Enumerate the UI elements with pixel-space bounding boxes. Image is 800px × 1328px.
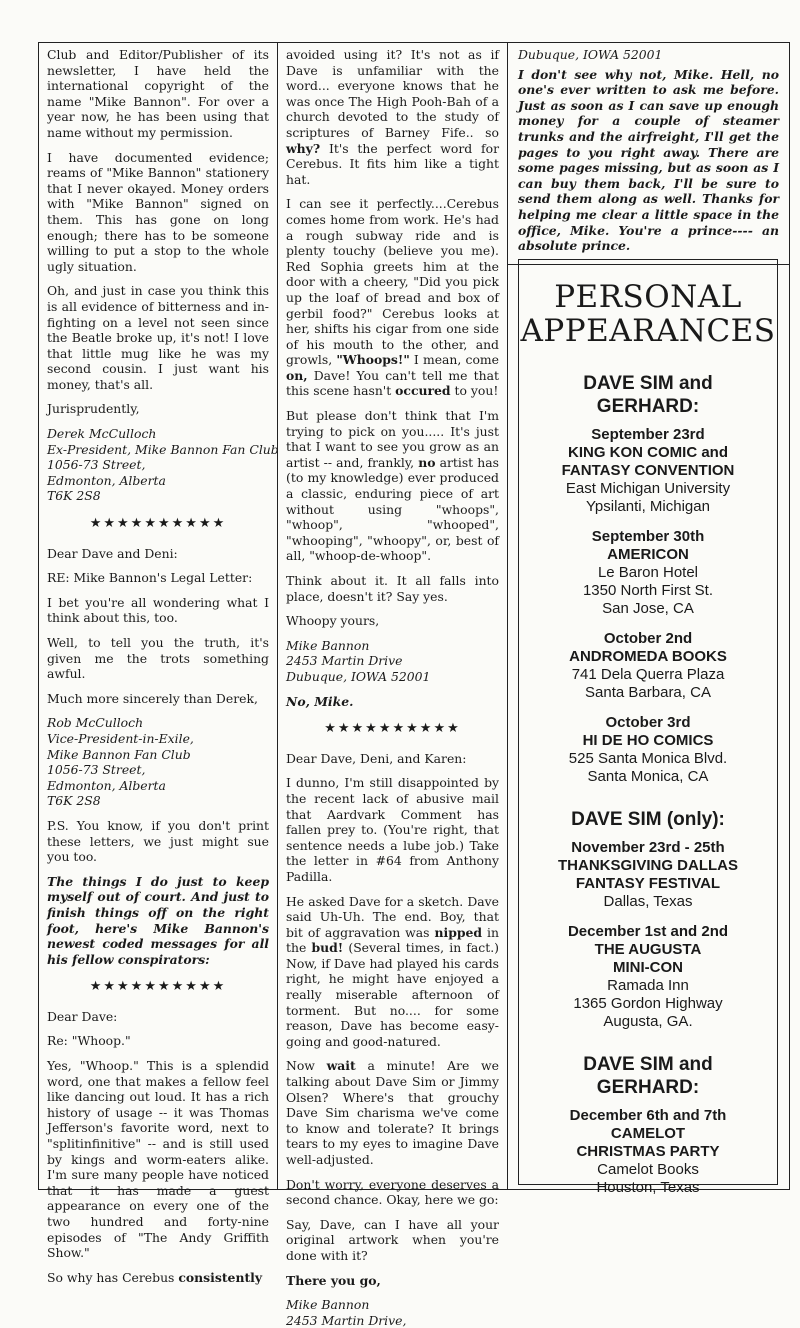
- signature-line: Ex-President, Mike Bannon Fan Club: [47, 441, 279, 457]
- letter-paragraph: Oh, and just in case you think this is all evidence of bitterness and in-fighting on a level not seen since the Beatle broke up, it's not! I love that little mug like he was my second cousin. I just want his money, that's all.: [47, 283, 269, 392]
- text-run: It's the perfect word for Cerebus. It fits him like a tight hat.: [286, 140, 499, 187]
- text-run: avoided using it? It's not as if Dave is unfamiliar with the word... everyone knows that he was once The High Pooh-Bah of a church devoted to the study of scriptures of Barney Fife.. so: [286, 47, 499, 140]
- signature-line: Derek McCulloch: [47, 426, 157, 442]
- signature-rob: [47, 715, 269, 809]
- event-location: Ypsilanti, Michigan: [586, 498, 710, 515]
- event-date: September 23rd: [591, 426, 705, 443]
- letter-paragraph: [47, 1270, 269, 1286]
- letter-paragraph: Well, to tell you the truth, it's given me the trots something awful.: [47, 635, 269, 682]
- letters-page: [38, 42, 790, 1328]
- bold-text-run: There you go,: [286, 1272, 381, 1288]
- event-location: Dallas, Texas: [603, 893, 693, 910]
- heading-line: DAVE SIM and: [583, 373, 713, 394]
- bold-text-run: consistently: [178, 1269, 263, 1285]
- appearances-title: [519, 280, 777, 348]
- letter-re-line: RE: Mike Bannon's Legal Letter:: [47, 570, 253, 586]
- event-name: HI DE HO COMICS: [582, 732, 714, 749]
- letter-re-line: Re: "Whoop.": [47, 1033, 131, 1049]
- letter-paragraph: Say, Dave, can I have all your original artwork when you're done with it?: [286, 1216, 499, 1263]
- letter-paragraph: [286, 47, 499, 187]
- heading-line: DAVE SIM and: [583, 1054, 713, 1075]
- event-address: 525 Santa Monica Blvd.: [568, 750, 728, 767]
- event-name: CAMELOT: [610, 1125, 686, 1142]
- event-date: November 23rd - 25th: [571, 839, 725, 856]
- letter-paragraph: Yes, "Whoop." This is a splendid word, one that makes a fellow feel like dancing out loud. It has a rich history of usage -- it was Thomas Jefferson's favorite word, next to "splitinfinitive" -- and is still used by kings and worm-eaters alike. I'm sure many people have noticed that it has made a guest appearance on every one of the two hundred and forty-nine episodes of "The Andy Griffith Show.": [47, 1058, 269, 1261]
- event-name: MINI-CON: [613, 959, 683, 976]
- letter-paragraph: [286, 408, 499, 564]
- text-run: to you!: [450, 383, 499, 399]
- event-name: FANTASY FESTIVAL: [575, 875, 721, 892]
- star-divider: ★★★★★★★★★★: [89, 979, 227, 995]
- appearance-event: [519, 630, 777, 702]
- letter-paragraph: Think about it. It all falls into place, doesn't it? Say yes.: [286, 573, 499, 604]
- text-run: But please don't think that I'm trying to pick on you..... It's just that I want to see you grow as an artist -- and, frankly,: [286, 408, 499, 470]
- signature-line: T6K 2S8: [47, 488, 101, 504]
- letter-closing: Jurisprudently,: [47, 401, 140, 417]
- event-address: 1350 North First St.: [582, 582, 714, 599]
- event-venue: Camelot Books: [597, 1161, 699, 1178]
- event-name: CHRISTMAS PARTY: [576, 1143, 720, 1160]
- appearance-event: [519, 528, 777, 618]
- signature-line: Edmonton, Alberta: [47, 777, 166, 793]
- signature-line: Vice-President-in-Exile,: [47, 730, 194, 746]
- heading-line: GERHARD:: [596, 1077, 700, 1098]
- appearance-event: [519, 714, 777, 786]
- event-date: October 2nd: [603, 630, 693, 647]
- event-name: THANKSGIVING DALLAS: [558, 857, 738, 874]
- text-run: artist has (to my knowledge) ever produced a classic, enduring piece of art without using "whoops", "whoop", "whooped", "whooping", "whoopy", or, best of all, "whoop-de-whoop".: [286, 454, 499, 564]
- signature-mike: [286, 638, 499, 685]
- event-name: ANDROMEDA BOOKS: [569, 648, 727, 665]
- letters-column-3: [508, 42, 790, 1196]
- star-divider: ★★★★★★★★★★: [89, 516, 227, 532]
- letter-salutation: Dear Dave, Deni, and Karen:: [286, 750, 467, 766]
- signature-line: Dubuque, IOWA 52001: [518, 47, 663, 62]
- bold-text-run: occured: [395, 383, 451, 399]
- star-divider: ★★★★★★★★★★: [324, 721, 461, 737]
- editorial-reply: The things I do just to keep myself out of court. And just to finish things off on the right foot, here's Mike Bannon's newest coded messages for all his fellow conspirators:: [47, 873, 269, 967]
- appearance-group-heading: [519, 1053, 777, 1099]
- letter-salutation: Dear Dave and Deni:: [47, 545, 178, 561]
- letter-closing: Whoopy yours,: [286, 613, 380, 629]
- bold-text-run: why?: [286, 140, 321, 156]
- signature-line: Mike Bannon: [286, 637, 370, 653]
- event-venue: Ramada Inn: [607, 977, 689, 994]
- appearance-event: [519, 923, 777, 1031]
- title-line: PERSONAL: [554, 279, 742, 315]
- signature-line: Edmonton, Alberta: [47, 472, 166, 488]
- event-name: KING KON COMIC and: [568, 444, 728, 461]
- letter-postscript: P.S. You know, if you don't print these letters, we just might sue you too.: [47, 817, 269, 865]
- event-date: October 3rd: [605, 714, 691, 731]
- appearance-group-heading: [519, 372, 777, 418]
- event-date: September 30th: [591, 528, 705, 545]
- signature-line: T6K 2S8: [47, 793, 101, 809]
- signature-line: 2453 Martin Drive: [286, 653, 403, 669]
- event-address: 1365 Gordon Highway: [573, 995, 723, 1012]
- letter-paragraph: I bet you're all wondering what I think about this, too.: [47, 594, 269, 626]
- signature-line: Mike Bannon: [286, 1297, 370, 1313]
- editorial-reply: I don't see why not, Mike. Hell, no one's ever written to ask me before. Just as soon as I can save up enough money for a couple of steamer trunks and the airfreight, I'll get the pages to you right away. There are some pages missing, but as soon as I can buy them back, I'll be sure to send them along as well. Thanks for helping me clear a little space in the office, Mike. You're a prince---- an absolute prince.: [518, 66, 779, 254]
- text-run: a minute! Are we talking about Dave Sim or Jimmy Olsen? Where's that grouchy Dave Sim charisma we've come to know and tolerate? It brings tears to my eyes to imagine Dave well-adjusted.: [286, 1058, 499, 1167]
- heading-line: GERHARD:: [596, 396, 700, 417]
- event-venue: East Michigan University: [565, 480, 731, 497]
- event-location: Santa Monica, CA: [587, 768, 709, 785]
- bold-text-run: no: [418, 454, 436, 470]
- signature-line: 1056-73 Street,: [47, 762, 146, 778]
- appearance-group-heading: [519, 808, 777, 831]
- letter-paragraph: [286, 894, 499, 1050]
- event-name: THE AUGUSTA: [594, 941, 702, 958]
- text-run: So why has Cerebus: [47, 1269, 179, 1285]
- event-date: December 1st and 2nd: [567, 923, 729, 940]
- appearance-event: [519, 1107, 777, 1197]
- signature-mike-2: [286, 1297, 499, 1328]
- event-location: Houston, Texas: [596, 1179, 700, 1196]
- text-run: Dave! You can't tell me that this scene hasn't: [286, 367, 499, 399]
- bold-text-run: bud!: [311, 940, 344, 956]
- text-run: in the: [286, 924, 499, 956]
- text-run: (Several times, in fact.) Now, if Dave had played his cards right, he might have enjoyed a really miserable afternoon of torment. But no.... for some reason, Dave has become easy-going and good-natured.: [286, 940, 499, 1049]
- event-location: Augusta, GA.: [603, 1013, 693, 1030]
- event-location: Santa Barbara, CA: [585, 684, 711, 701]
- signature-derek: [47, 426, 279, 504]
- letters-column-1: [38, 42, 279, 1285]
- signature-line: 2453 Martin Drive,: [286, 1312, 407, 1328]
- letter-paragraph: Club and Editor/Publisher of its newsletter, I have held the international copyright of the name "Mike Bannon". For over a year now, he has been using that name without my permission.: [47, 47, 269, 140]
- personal-appearances-box: [518, 259, 778, 1196]
- letter-paragraph: I dunno, I'm still disappointed by the recent lack of abusive mail that Aardvark Comment has fallen prey to. (You're right, that sentence needs a lube job.) Take the letter in #64 from Anthony Padilla.: [286, 775, 499, 884]
- title-line: APPEARANCES: [520, 313, 776, 349]
- signature-line: Dubuque, IOWA 52001: [286, 668, 431, 684]
- text-run: Now: [286, 1058, 327, 1074]
- signature-line: Rob McCulloch: [47, 715, 144, 731]
- bold-text-run: on,: [286, 367, 308, 383]
- signature-line: 1056-73 Street,: [47, 457, 146, 473]
- text-run: I mean, come: [409, 352, 499, 368]
- event-location: San Jose, CA: [602, 600, 694, 617]
- editorial-reply: No, Mike.: [286, 693, 354, 709]
- bold-text-run: "Whoops!": [336, 352, 410, 368]
- letter-paragraph: [286, 1058, 499, 1167]
- appearance-event: [519, 839, 777, 911]
- letter-paragraph: [286, 196, 499, 399]
- letter-salutation: Dear Dave:: [47, 1008, 118, 1024]
- text-run: I can see it perfectly....Cerebus comes home from work. He's had a rough subway ride and is plenty touchy (believe you me). Red Sophia greets him at the door with a cheery, "Did you pick up the loaf of bread and box of gerbil food?" Cerebus looks at her, shifts his cigar from one side of his mouth to the other, and growls,: [286, 196, 499, 368]
- bold-text-run: nipped: [434, 924, 483, 940]
- appearance-event: [519, 426, 777, 516]
- letter-closing: [286, 1273, 499, 1289]
- letters-column-2: [278, 42, 508, 1328]
- signature-line: Mike Bannon Fan Club: [47, 746, 191, 762]
- event-name: FANTASY CONVENTION: [561, 462, 735, 479]
- event-name: AMERICON: [607, 546, 689, 563]
- event-date: December 6th and 7th: [569, 1107, 727, 1124]
- heading-line: DAVE SIM (only):: [571, 809, 725, 830]
- reply-box: [508, 43, 789, 265]
- letter-paragraph: Don't worry, everyone deserves a second chance. Okay, here we go:: [286, 1176, 499, 1208]
- event-address: 741 Dela Querra Plaza: [571, 666, 725, 683]
- letter-paragraph: I have documented evidence; reams of "Mike Bannon" stationery that I never okayed. Money orders with "Mike Bannon" signed on them. This has gone on long enough; there has to be someone willing to put a stop to the whole ugly situation.: [47, 149, 269, 274]
- bold-text-run: wait: [326, 1058, 356, 1074]
- letter-closing: Much more sincerely than Derek,: [47, 690, 258, 706]
- event-venue: Le Baron Hotel: [597, 564, 699, 581]
- text-run: He asked Dave for a sketch. Dave said Uh-Uh. The end. Boy, that bit of aggravation was: [286, 893, 499, 940]
